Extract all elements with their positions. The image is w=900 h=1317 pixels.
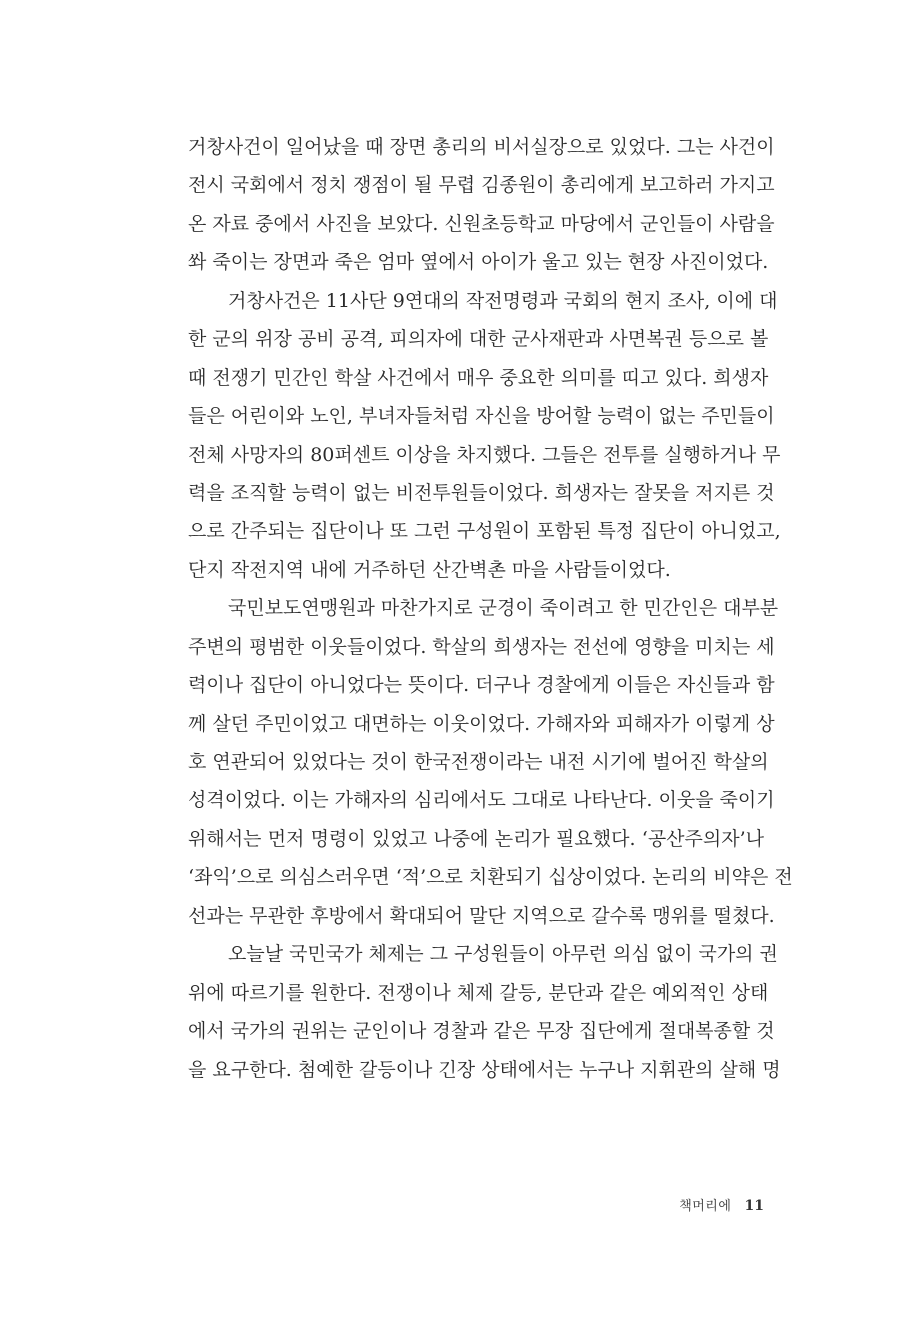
- text-line: 께 살던 주민이었고 대면하는 이웃이었다. 가해자와 피해자가 이렇게 상: [188, 712, 775, 735]
- text-line: 온 자료 중에서 사진을 보았다. 신원초등학교 마당에서 군인들이 사람을: [188, 212, 775, 235]
- text-line: 때 전쟁기 민간인 학살 사건에서 매우 중요한 의미를 띠고 있다. 희생자: [188, 366, 769, 389]
- text-line: 한 군의 위장 공비 공격, 피의자에 대한 군사재판과 사면복권 등으로 볼: [188, 328, 769, 351]
- text-line: 들은 어린이와 노인, 부녀자들처럼 자신을 방어할 능력이 없는 주민들이: [188, 405, 775, 428]
- text-line: ‘좌익’으로 의심스러우면 ‘적’으로 치환되기 십상이었다. 논리의 비약은 전: [188, 866, 793, 889]
- text-line: 으로 간주되는 집단이나 또 그런 구성원이 포함된 특정 집단이 아니었고,: [188, 520, 781, 543]
- text-line: 위에 따르기를 원한다. 전쟁이나 체제 갈등, 분단과 같은 예외적인 상태: [188, 981, 769, 1004]
- text-line: 성격이었다. 이는 가해자의 심리에서도 그대로 나타난다. 이웃을 죽이기: [188, 789, 775, 812]
- body-text: [188, 128, 793, 1089]
- text-line: 위해서는 먼저 명령이 있었고 나중에 논리가 필요했다. ‘공산주의자’나: [188, 827, 764, 850]
- text-line: 주변의 평범한 이웃들이었다. 학살의 희생자는 전선에 영향을 미치는 세: [188, 635, 775, 658]
- page-number: 11: [744, 1198, 764, 1214]
- text-line: 거창사건이 일어났을 때 장면 총리의 비서실장으로 있었다. 그는 사건이: [188, 136, 775, 158]
- running-head-label: 책머리에: [679, 1199, 732, 1214]
- text-line: 오늘날 국민국가 체제는 그 구성원들이 아무런 의심 없이 국가의 권: [228, 943, 778, 966]
- text-line: 국민보도연맹원과 마찬가지로 군경이 죽이려고 한 민간인은 대부분: [228, 597, 779, 620]
- text-line: 쏴 죽이는 장면과 죽은 엄마 옆에서 아이가 울고 있는 현장 사진이었다.: [188, 251, 769, 274]
- text-line: 단지 작전지역 내에 거주하던 산간벽촌 마을 사람들이었다.: [188, 558, 671, 581]
- text-line: 거창사건은 11사단 9연대의 작전명령과 국회의 현지 조사, 이에 대: [228, 289, 778, 312]
- text-line: 선과는 무관한 후방에서 확대되어 말단 지역으로 갈수록 맹위를 떨쳤다.: [188, 904, 775, 927]
- text-line: 전체 사망자의 80퍼센트 이상을 차지했다. 그들은 전투를 실행하거나 무: [188, 443, 781, 466]
- text-line: 을 요구한다. 첨예한 갈등이나 긴장 상태에서는 누구나 지휘관의 살해 명: [188, 1058, 781, 1081]
- text-line: 력을 조직할 능력이 없는 비전투원들이었다. 희생자는 잘못을 저지른 것: [188, 481, 775, 504]
- text-line: 호 연관되어 있었다는 것이 한국전쟁이라는 내전 시기에 벌어진 학살의: [188, 751, 769, 773]
- text-line: 에서 국가의 권위는 군인이나 경찰과 같은 무장 집단에게 절대복종할 것: [188, 1020, 775, 1043]
- text-line: 전시 국회에서 정치 쟁점이 될 무렵 김종원이 총리에게 보고하러 가지고: [188, 174, 775, 197]
- page-footer: [679, 1195, 764, 1214]
- text-line: 력이나 집단이 아니었다는 뜻이다. 더구나 경찰에게 이들은 자신들과 함: [188, 674, 775, 697]
